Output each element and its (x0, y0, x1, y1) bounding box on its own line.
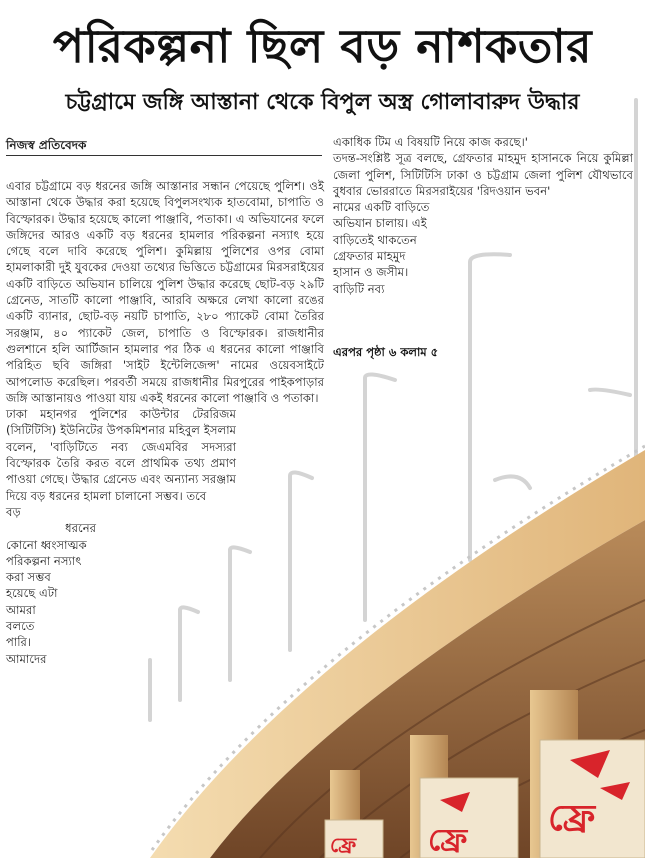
ad-brand-text-small: ফ্রে (330, 833, 357, 857)
narrow-line: পারি। (6, 635, 32, 650)
paragraph-1: এবার চট্টগ্রামে বড় ধরনের জঙ্গি আস্তানার সন্ধান পেয়েছে পুলিশ। ওই আস্তানা থেকে উদ্ধার করা হয়েছে বিপুলসংখ্যক হাতবোমা, চাপাতি ও বিস্ফোরক। উদ্ধার হয়েছে কালো পাঞ্জাবি, পতাকা। এ অভিযানের ফলে জঙ্গিদের আরও একটি বড় ধরনের হামলার পরিকল্পনা নস্যাৎ হয়ে গেছে বলে দাবি করেছে পুলিশ। কুমিল্লায় পুলিশের ওপর বোমা হামলাকারী দুই যুবকের দেওয়া তথ্যের ভিত্তিতে চট্টগ্রামের মিরসরাইয়ের একটি বাড়িতে অভিযান চালিয়ে পুলিশ উদ্ধার করেছে ছোট-বড় ২৯টি গ্রেনেড, সাতটি কালো পাঞ্জাবি, আরবি অক্ষরে লেখা কালো রঙের একটি ব্যানার, ছোট-বড় নয়টি চাপাতি, ২৮০ প্যাকেট বোমা তৈরির সরঞ্জাম, ৪০ প্যাকেট জেল, চাপাতি ও বিস্ফোরক। রাজধানীর গুলশানে হলি আর্টিজান হামলার পর ঠিক এ ধরনের কালো পাঞ্জাবি পরিহিত ছবি জঙ্গিরা 'সাইট ইন্টেলিজেন্স' নামের ওয়েবসাইটে আপলোড করেছিল। পরবর্তী সময়ে রাজধানীর মিরপুরের পাইকপাড়ার জঙ্গি আস্তানায়ও পাওয়া যায় একই ধরনের কালো পাঞ্জাবি ও পতাকা। (6, 179, 324, 405)
narrow-line: বাড়িটি নব্য (333, 281, 385, 296)
narrow-line: বড় (6, 504, 21, 519)
narrow-line: ধরনের (65, 521, 96, 536)
narrow-line: গ্রেফতার মাহমুদ (333, 249, 406, 264)
narrow-line: অভিযান চালায়। এই (333, 216, 427, 231)
narrow-text-block (6, 504, 96, 667)
ad-brand-text-large: ফ্রে (548, 798, 596, 839)
narrow-line: পরিকল্পনা নস্যাৎ (6, 553, 82, 568)
byline-rule (6, 155, 322, 156)
narrow-line: আমাদের (6, 651, 47, 666)
narrow-line: হাসান ও জসীম। (333, 265, 409, 280)
paragraph-4: তদন্ত-সংশ্লিষ্ট সূত্র বলছে, গ্রেফতার মাহমুদ হাসানকে নিয়ে কুমিল্লা জেলা পুলিশ, সিটিটিসি ঢাকা ও চট্টগ্রাম জেলা পুলিশ যৌথভাবে বুধবার ভোররাতে মিরসরাইয়ের 'রিদওয়ান ভবন' (333, 151, 633, 198)
subheadline: চট্টগ্রামে জঙ্গি আস্তানা থেকে বিপুল অস্ত্র গোলাবারুদ উদ্ধার (65, 90, 580, 115)
narrow-line: কোনো ধ্বংসাত্মক (6, 537, 87, 552)
narrow-line: বলতে (6, 619, 35, 634)
paragraph-2: ঢাকা মহানগর পুলিশের কাউন্টার টেররিজম (সিটিটিসি) ইউনিটের উপকমিশনার মহিবুল ইসলাম বলেন, 'বাড়িটিতে নব্য জেএমবির সদস্যরা বিস্ফোরক তৈরি করত বলে প্রাথমিক তথ্য প্রমাণ পাওয়া গেছে। উদ্ধার গ্রেনেড এবং অন্যান্য সরঞ্জাম দিয়ে বড় ধরনের হামলা চালানো সম্ভব। তবে (6, 407, 236, 503)
narrow-line: আমরা (6, 602, 36, 617)
paragraph-3: একাধিক টিম এ বিষয়টি নিয়ে কাজ করছে।' (333, 135, 528, 149)
ad-brand-text-medium: ফ্রে (428, 823, 468, 858)
byline: নিজস্ব প্রতিবেদক (6, 138, 87, 152)
narrow-line: হয়েছে এটা (6, 586, 58, 601)
narrow-line: করা সম্ভব (6, 570, 51, 585)
article-column-2 (333, 134, 633, 297)
headline: পরিকল্পনা ছিল বড় নাশকতার (52, 19, 593, 73)
narrow-line: বাড়িতেই থাকতেন (333, 232, 417, 247)
article-column-1 (6, 178, 324, 667)
narrow-line: নামের একটি বাড়িতে (333, 200, 430, 215)
narrow-text-block-2 (333, 199, 468, 297)
continuation-note: এরপর পৃষ্ঠা ৬ কলাম ৫ (333, 345, 439, 359)
